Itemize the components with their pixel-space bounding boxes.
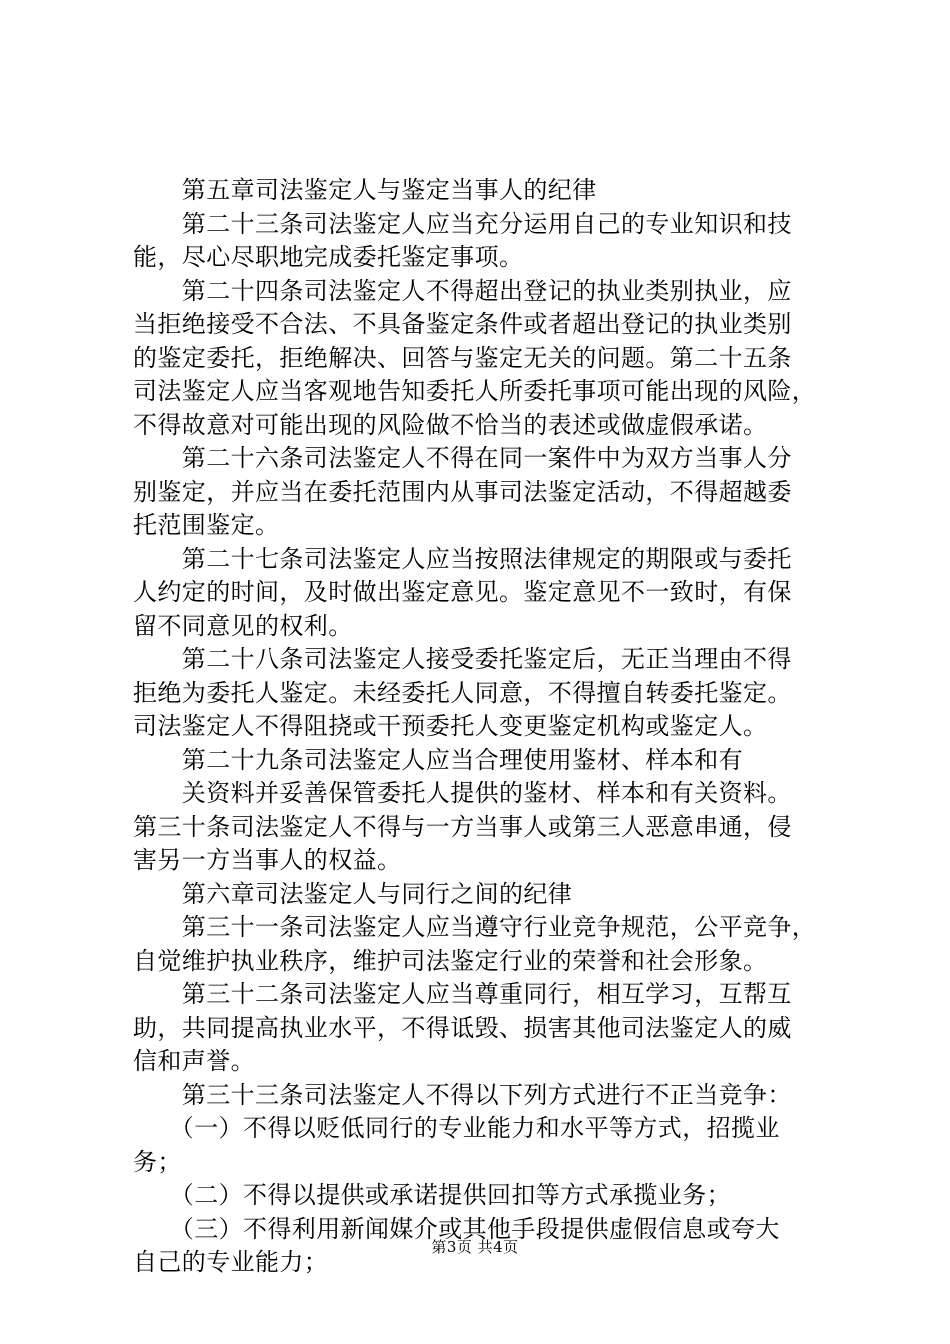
text-line: 的鉴定委托，拒绝解决、回答与鉴定无关的问题。第二十五条 xyxy=(133,343,792,372)
text-line: 自觉维护执业秩序，维护司法鉴定行业的荣誉和社会形象。 xyxy=(133,946,768,975)
text-line: 人约定的时间，及时做出鉴定意见。鉴定意见不一致时，有保 xyxy=(133,578,792,606)
text-line: 第二十八条司法鉴定人接受委托鉴定后，无正当理由不得 xyxy=(133,645,792,673)
text-line: （三）不得利用新闻媒介或其他手段提供虚假信息或夸大 xyxy=(133,1214,780,1243)
text-line: 助，共同提高执业水平，不得诋毁、损害其他司法鉴定人的威 xyxy=(133,1013,792,1042)
text-line: 第三十三条司法鉴定人不得以下列方式进行不正当竞争： xyxy=(133,1080,792,1109)
chapter-heading: 第五章司法鉴定人与鉴定当事人的纪律 xyxy=(133,176,597,204)
text-line: 第二十三条司法鉴定人应当充分运用自己的专业知识和技 xyxy=(133,209,792,238)
text-line: 别鉴定，并应当在委托范围内从事司法鉴定活动，不得超越委 xyxy=(133,477,792,506)
text-line: 第二十七条司法鉴定人应当按照法律规定的期限或与委托 xyxy=(133,544,792,573)
page-number-footer: 第3页 共4页 xyxy=(431,1238,519,1256)
text-line: 第三十二条司法鉴定人应当尊重同行，相互学习，互帮互 xyxy=(133,980,792,1008)
text-line: 信和声誉。 xyxy=(133,1047,255,1075)
text-line: 自己的专业能力； xyxy=(133,1248,329,1276)
document-body xyxy=(133,174,833,1280)
text-line: 第三十一条司法鉴定人应当遵守行业竞争规范，公平竞争， xyxy=(133,913,817,941)
text-line: 托范围鉴定。 xyxy=(133,511,280,539)
text-line: 司法鉴定人应当客观地告知委托人所委托事项可能出现的风险， xyxy=(133,377,817,405)
text-line: 不得故意对可能出现的风险做不恰当的表述或做虚假承诺。 xyxy=(133,410,768,439)
text-line: 留不同意见的权利。 xyxy=(133,611,353,640)
text-line: 第二十九条司法鉴定人应当合理使用鉴材、样本和有 xyxy=(133,745,743,774)
chapter-heading: 第六章司法鉴定人与同行之间的纪律 xyxy=(133,879,573,908)
text-line: 关资料并妥善保管委托人提供的鉴材、样本和有关资料。 xyxy=(133,779,792,807)
text-line: 拒绝为委托人鉴定。未经委托人同意，不得擅自转委托鉴定。 xyxy=(133,678,792,707)
text-line: 能，尽心尽职地完成委托鉴定事项。 xyxy=(133,243,524,271)
text-line: （二）不得以提供或承诺提供回扣等方式承揽业务； xyxy=(133,1181,731,1209)
text-line: 务； xyxy=(133,1147,182,1176)
text-line: 当拒绝接受不合法、不具备鉴定条件或者超出登记的执业类别 xyxy=(133,310,792,338)
text-line: 司法鉴定人不得阻挠或干预委托人变更鉴定机构或鉴定人。 xyxy=(133,712,768,740)
text-line: 害另一方当事人的权益。 xyxy=(133,846,402,874)
text-line: 第二十六条司法鉴定人不得在同一案件中为双方当事人分 xyxy=(133,444,792,472)
text-line: 第三十条司法鉴定人不得与一方当事人或第三人恶意串通，侵 xyxy=(133,812,792,841)
text-line: （一）不得以贬低同行的专业能力和水平等方式，招揽业 xyxy=(133,1114,780,1142)
text-line: 第二十四条司法鉴定人不得超出登记的执业类别执业，应 xyxy=(133,276,792,305)
